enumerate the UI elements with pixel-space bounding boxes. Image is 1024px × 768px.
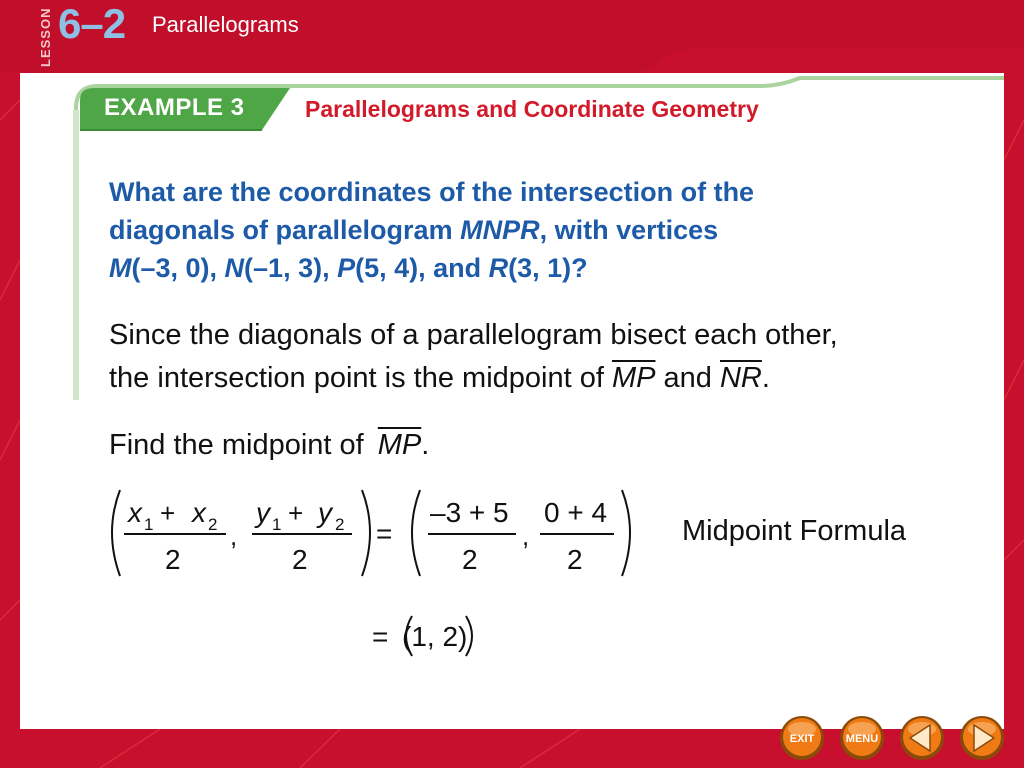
explanation-line-1: Since the diagonals of a parallelogram bisect each other, xyxy=(109,319,838,351)
find-text: . xyxy=(421,429,430,461)
explanation-text-part: . xyxy=(761,362,770,394)
formula-subscript: 1 xyxy=(144,515,154,534)
explanation-text-part: and xyxy=(655,362,720,394)
formula-denominator: 2 xyxy=(165,544,181,575)
formula-plus: + xyxy=(288,498,304,528)
exit-button[interactable] xyxy=(776,714,828,762)
example-title: Parallelograms and Coordinate Geometry xyxy=(305,96,759,122)
formula-label: Midpoint Formula xyxy=(682,515,907,547)
next-button[interactable] xyxy=(956,714,1008,762)
vertex-coord: (–3, 0), xyxy=(131,253,225,283)
formula-denominator: 2 xyxy=(462,544,478,575)
result-equals: = xyxy=(372,621,389,652)
menu-button[interactable] xyxy=(836,714,888,762)
menu-label: MENU xyxy=(845,733,879,745)
formula-comma: , xyxy=(522,521,530,551)
segment-label: $\overline{NR}$ xyxy=(719,362,762,394)
explanation-text-part: the intersection point is the midpoint of xyxy=(109,362,612,394)
formula-term: y xyxy=(256,497,270,528)
lesson-title: Parallelograms xyxy=(152,12,299,37)
formula-subscript: 2 xyxy=(335,515,345,534)
formula-term: y xyxy=(318,497,332,528)
formula-equals: = xyxy=(376,518,393,549)
formula-numerator: 0 + 4 xyxy=(544,497,608,528)
question-line-1: What are the coordinates of the intersection of the xyxy=(109,177,755,207)
question-text-part: diagonals of parallelogram xyxy=(109,215,461,245)
formula-plus: + xyxy=(160,498,176,528)
formula-subscript: 2 xyxy=(208,515,218,534)
vertex-label: N xyxy=(224,253,245,283)
segment-label: $\overline{MP}$ xyxy=(611,362,656,394)
formula-denominator: 2 xyxy=(292,544,308,575)
left-paren xyxy=(112,490,120,576)
vertex-coord: (5, 4), and xyxy=(355,253,489,283)
exit-label: EXIT xyxy=(789,733,815,745)
formula-comma: , xyxy=(230,521,238,551)
formula-term: x xyxy=(192,497,206,528)
segment-label: $\overline{MP}$ xyxy=(377,429,422,461)
vertex-coord: (3, 1)? xyxy=(508,253,588,283)
midpoint-result: (1, 2) xyxy=(402,621,468,652)
formula-denominator: 2 xyxy=(567,544,583,575)
formula-subscript: 1 xyxy=(272,515,282,534)
parallelogram-name: MNPR xyxy=(460,215,540,245)
formula-numerator: –3 + 5 xyxy=(430,497,509,528)
right-paren xyxy=(362,490,370,576)
previous-button[interactable] xyxy=(896,714,948,762)
vertex-label: R xyxy=(488,253,509,283)
find-text: Find the midpoint of xyxy=(109,429,372,461)
formula-term: x xyxy=(128,497,142,528)
vertex-label: P xyxy=(337,253,356,283)
lesson-number: 6–2 xyxy=(58,0,126,47)
example-label: EXAMPLE 3 xyxy=(104,94,245,121)
left-paren xyxy=(412,490,420,576)
vertex-label: M xyxy=(109,253,132,283)
question-text-part: , with vertices xyxy=(539,215,719,245)
lesson-tab: LESSON xyxy=(38,7,53,67)
right-paren xyxy=(622,490,630,576)
vertex-coord: (–1, 3), xyxy=(244,253,338,283)
